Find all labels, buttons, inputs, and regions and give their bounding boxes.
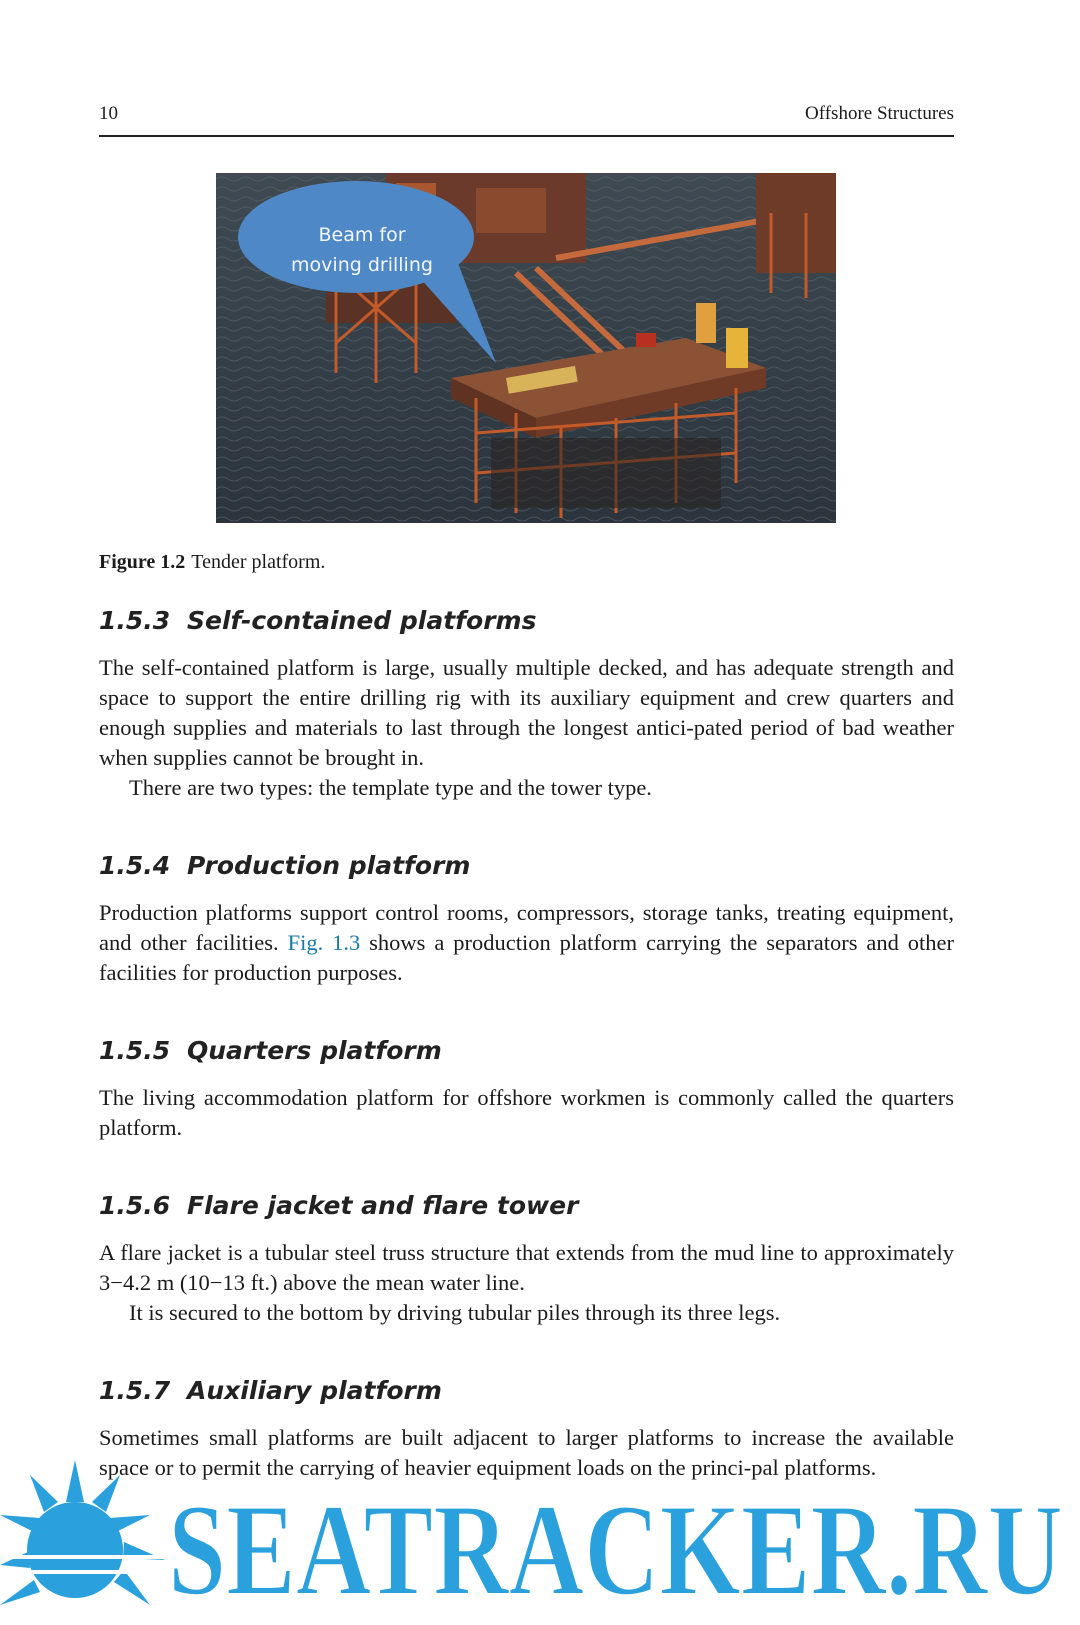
caption-text: Tender platform. [191,551,326,573]
section-title: Flare jacket and flare tower [187,1191,579,1220]
callout-text [262,220,462,280]
heading-1-5-5 [99,1036,442,1065]
section-number: 1.5.4 [99,851,171,880]
watermark-sun-icon [0,1440,170,1620]
paragraph: The living accommodation platform for offshore workmen is commonly called the quarters platform. [99,1085,954,1140]
heading-1-5-3 [99,606,536,635]
paragraph: Sometimes small platforms are built adjacent to larger platforms to increase the available space or to permit the carrying of heavier equipment loads on the princi-pal platforms. [99,1425,954,1480]
heading-1-5-4 [99,851,470,880]
watermark-text-label: SEATRACKER.RU [168,1476,1063,1612]
callout-line-1: Beam for [318,224,406,246]
section-number: 1.5.3 [99,606,171,635]
section-title: Self-contained platforms [187,606,537,635]
callout-line-2: moving drilling [291,254,433,276]
running-title: Offshore Structures [805,103,954,124]
paragraph: The self-contained platform is large, usually multiple decked, and has adequate strength and space to support the entire drilling rig with its auxiliary equipment and crew quarters and enough supplies and materials to last through the longest antici-pated period of bad weather when supplies cannot be brought in. [99,655,954,770]
paragraph [99,898,954,988]
section-number: 1.5.7 [99,1376,171,1405]
paragraph: A flare jacket is a tubular steel truss structure that extends from the mud line to approximately 3−4.2 m (10−13 ft.) above the mean water line. [99,1240,954,1295]
section-title: Auxiliary platform [187,1376,442,1405]
page-number: 10 [99,103,118,124]
watermark-text [168,1472,1068,1612]
paragraph: It is secured to the bottom by driving tubular piles through its three legs. [129,1300,781,1325]
caption-label: Figure 1.2 [99,551,186,573]
section-number: 1.5.6 [99,1191,171,1220]
figure-reference-link[interactable]: Fig. 1.3 [287,930,361,955]
paragraph-text: Production platforms support control rooms, compressors, storage tanks, treating equipment, and other facilities. [99,900,954,955]
header-rule [99,135,954,137]
heading-1-5-7 [99,1376,442,1405]
paragraph: There are two types: the template type and the tower type. [129,775,652,800]
section-title: Production platform [187,851,471,880]
section-title: Quarters platform [187,1036,442,1065]
paragraph-text: shows a production platform carrying the separators and other facilities for production purposes. [99,930,955,985]
figure-caption [99,551,325,574]
section-number: 1.5.5 [99,1036,171,1065]
heading-1-5-6 [99,1191,578,1220]
